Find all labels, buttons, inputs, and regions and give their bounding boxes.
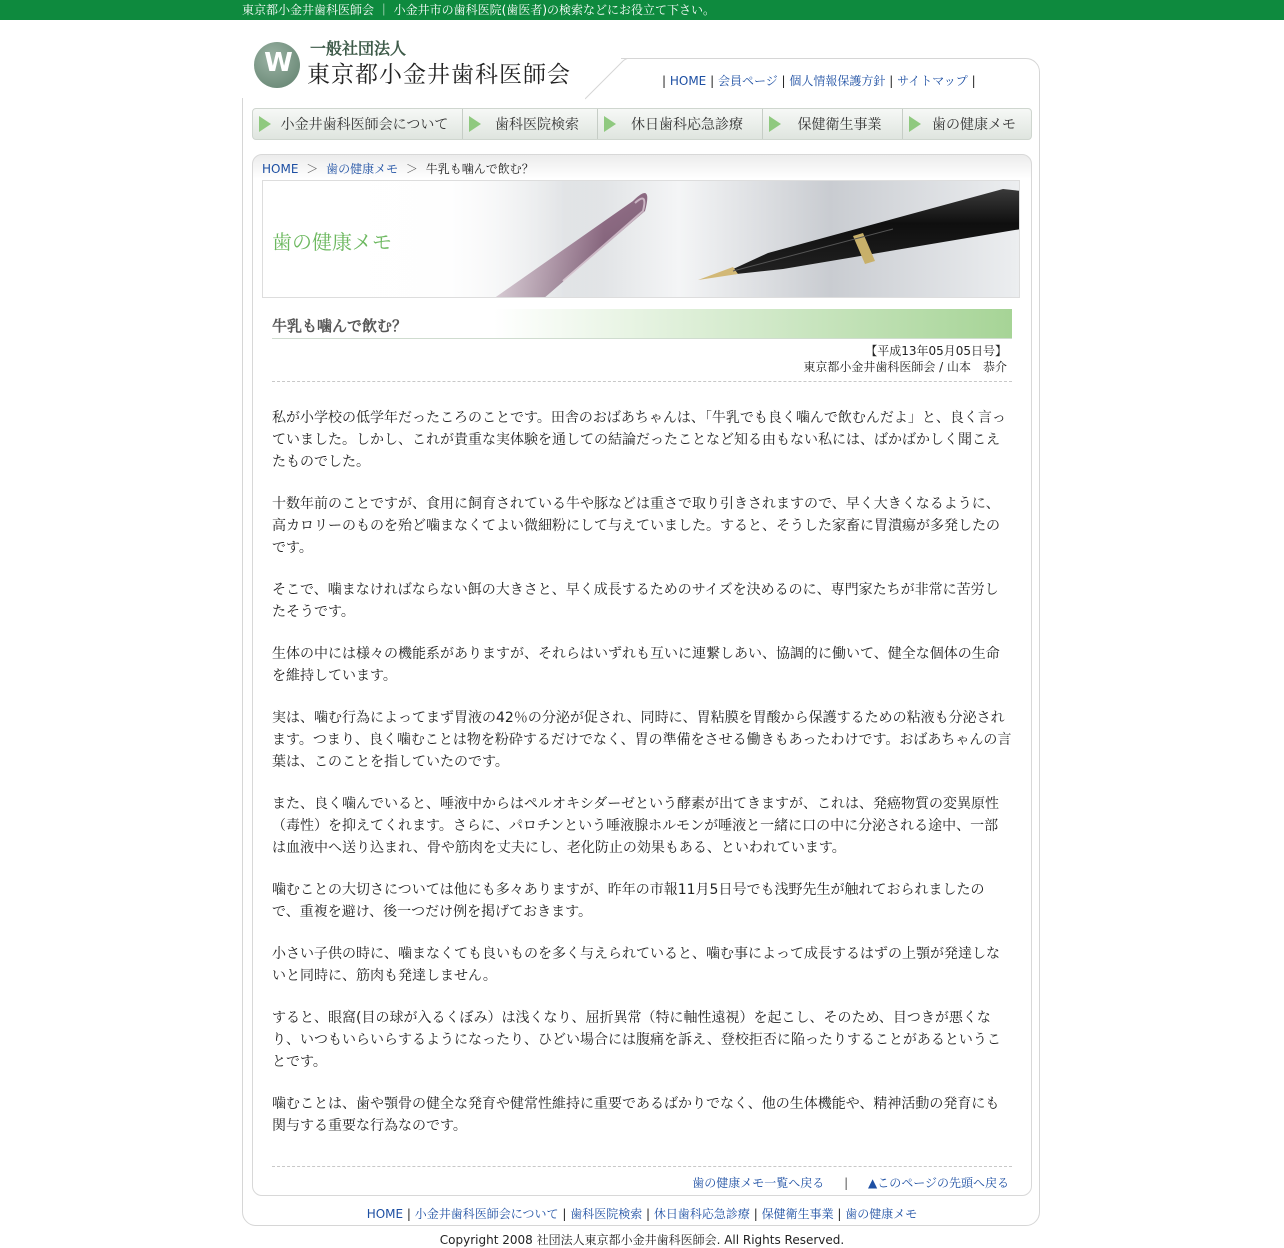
- divider: [272, 1166, 1012, 1167]
- article-date: 【平成13年05月05日号】: [865, 344, 1007, 358]
- article-paragraph: 生体の中には様々の機能系がありますが、それらはいずれも互いに連繋しあい、協調的に働いて、健全な個体の生命を維持しています。: [272, 646, 1000, 684]
- copyright: Copyright 2008 社団法人東京都小金井歯科医師会. All Rights Reserved.: [439, 1233, 845, 1247]
- breadcrumb-separator: ＞: [405, 162, 418, 176]
- arrow-right-icon: [769, 116, 781, 132]
- article-bottom-links: [692, 1174, 1009, 1191]
- link-separator: |: [844, 1176, 849, 1190]
- footer-clinic-search-link[interactable]: 歯科医院検索: [570, 1207, 643, 1221]
- article-paragraph: 小さい子供の時に、噛まなくても良いものを多く与えられていると、噛む事によって成長するはずの上顎が発達しないと同時に、筋肉も発達しません。: [272, 946, 1000, 984]
- top-bar: [0, 0, 1284, 20]
- article-author: 東京都小金井歯科医師会 / 山本 恭介: [803, 360, 1007, 374]
- article-paragraph: 実は、噛む行為によってまず胃液の42％の分泌が促され、同時に、胃粘膜を胃酸から保護するための粘液も分泌されます。つまり、良く噛むことは物を粉砕するだけでなく、胃の準備をさせる働きもあったわけです。おばあちゃんの言葉は、このことを指していたのです。: [272, 710, 1012, 770]
- gnav-item-label: 小金井歯科医師会について: [280, 117, 449, 133]
- arrow-right-icon: [909, 116, 921, 132]
- breadcrumb-home-link[interactable]: HOME: [262, 162, 299, 176]
- breadcrumb: [262, 160, 534, 177]
- article-paragraph: また、良く噛んでいると、唾液中からはペルオキシダーゼという酵素が出てきますが、これは、発癌物質の変異原性（毒性）を抑えてくれます。さらに、パロチンという唾液腺ホルモンが唾液と一緒に口の中に分泌される途中、一部は血液中へ送り込まれ、骨や筋肉を丈夫にし、老化防止の効果もある、といわれています。: [272, 796, 1000, 856]
- logo-subtitle: 一般社団法人: [310, 39, 407, 58]
- footer-holiday-clinic-link[interactable]: 休日歯科応急診療: [653, 1207, 750, 1221]
- site-logo[interactable]: [254, 40, 574, 94]
- top-nav: | HOME | 会員ページ | 個人情報保護方針 | サイトマップ |: [662, 74, 976, 88]
- footer-about-link[interactable]: 小金井歯科医師会について: [414, 1207, 559, 1221]
- article-title: 牛乳も噛んで飲む？: [272, 317, 408, 335]
- frame-slope-line: [585, 58, 645, 100]
- article-paragraph: 噛むことは、歯や顎骨の健全な発育や健常性維持に重要であるばかりでなく、他の生体機能や、精神活動の発育にも関与する重要な行為なのです。: [272, 1096, 1000, 1134]
- topnav-sitemap-link[interactable]: サイトマップ: [897, 74, 968, 88]
- article-paragraph: すると、眼窩(目の球が入るくぼみ）は浅くなり、屈折異常（特に軸性遠視）を起こし、そのため、目つきが悪くなり、いつもいらいらするようになったり、ひどい場合には腹痛を訴え、登校拒否に陥ったりすることがあるということです。: [272, 1010, 1001, 1070]
- gnav-item-about[interactable]: [253, 109, 463, 139]
- global-nav: [252, 108, 1032, 140]
- back-to-list-link[interactable]: 歯の健康メモ一覧へ戻る: [692, 1176, 825, 1190]
- article-paragraph: 十数年前のことですが、食用に飼育されている牛や豚などは重さで取り引きされますので、早く大きくなるように、高カロリーのものを殆ど噛まなくてよい微細粉にして与えていました。すると、そうした家畜に胃潰瘍が多発したのです。: [272, 496, 1000, 556]
- article-title-bar: [272, 309, 1012, 339]
- gnav-item-health-memo[interactable]: [903, 109, 1031, 139]
- article-paragraph: 噛むことの大切さについては他にも多々ありますが、昨年の市報11月5日号でも浅野先生が触れておられましたので、重複を避け、後一つだけ例を掲げておきます。: [272, 882, 985, 920]
- footer-health-program-link[interactable]: 保健衛生事業: [761, 1207, 834, 1221]
- breadcrumb-section-link[interactable]: 歯の健康メモ: [326, 162, 399, 176]
- logo-title: 東京都小金井歯科医師会: [307, 62, 571, 88]
- logo-mark-icon: W: [254, 42, 300, 88]
- arrow-right-icon: [259, 116, 271, 132]
- gnav-item-label: 歯科医院検索: [495, 117, 579, 133]
- top-bar-text: 東京都小金井歯科医師会 ｜ 小金井市の歯科医院(歯医者)の検索などにお役立て下さい。: [242, 3, 715, 17]
- footer-health-memo-link[interactable]: 歯の健康メモ: [845, 1207, 918, 1221]
- breadcrumb-current: 牛乳も噛んで飲む？: [425, 162, 534, 176]
- breadcrumb-separator: ＞: [306, 162, 319, 176]
- footer-home-link[interactable]: HOME: [366, 1207, 404, 1221]
- gnav-item-clinic-search[interactable]: [463, 109, 598, 139]
- topnav-home-link[interactable]: HOME: [669, 74, 707, 88]
- gnav-item-health-program[interactable]: [763, 109, 903, 139]
- arrow-right-icon: [604, 116, 616, 132]
- gnav-item-label: 歯の健康メモ: [932, 117, 1016, 133]
- article-meta: [803, 343, 1007, 375]
- article-paragraph: そこで、噛まなければならない餌の大きさと、早く成長するためのサイズを決めるのに、専門家たちが非常に苦労したそうです。: [272, 582, 999, 620]
- divider: [272, 381, 1012, 382]
- back-to-top-link[interactable]: ▲このページの先頭へ戻る: [868, 1176, 1009, 1190]
- gnav-item-label: 保健衛生事業: [797, 117, 882, 133]
- gnav-item-label: 休日歯科応急診療: [631, 117, 743, 133]
- article-paragraph: 私が小学校の低学年だったころのことです。田舎のおばあちゃんは、「牛乳でも良く噛んで飲むんだよ」と、良く言っていました。しかし、これが貴重な実体験を通しての結論だったことなど知る由もない私には、ばかばかしく聞こえたものでした。: [272, 410, 1006, 470]
- footer-nav: HOME | 小金井歯科医師会について | 歯科医院検索 | 休日歯科応急診療 | 保健衛生事業 | 歯の健康メモ: [366, 1207, 918, 1221]
- gnav-item-holiday-clinic[interactable]: [598, 109, 763, 139]
- topnav-privacy-link[interactable]: 個人情報保護方針: [789, 74, 886, 88]
- topnav-members-link[interactable]: 会員ページ: [717, 74, 778, 88]
- arrow-right-icon: [469, 116, 481, 132]
- banner-title: 歯の健康メモ: [272, 230, 392, 254]
